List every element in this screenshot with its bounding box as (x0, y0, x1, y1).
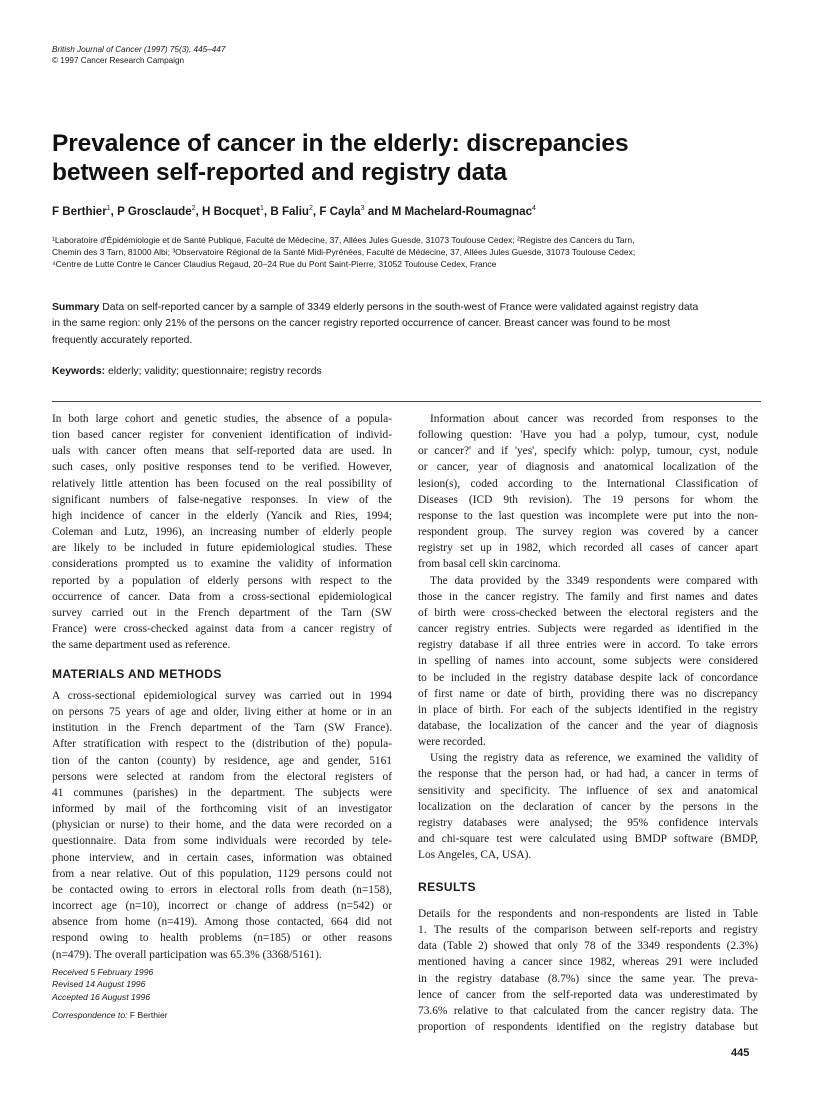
affiliation-line: Chemin des 3 Tarn, 81000 Albi; ³Observatoire Régional de la Santé Midi-Pyrénées, Faculté de Médecine, 37, Allées Jules Guesde, 31073 Toulouse Cedex; (52, 247, 636, 257)
section-heading-results: RESULTS (418, 880, 476, 894)
text-line: mentioned having a cancer since 1982, whereas 291 were included (418, 956, 758, 969)
text-line: France) were cross-checked against data from a cancer registry of (52, 623, 392, 636)
section-heading-materials-methods: MATERIALS AND METHODS (52, 667, 222, 681)
text-line: incorrect age (n=10), incorrect or change of address (n=542) or (52, 900, 392, 913)
text-line: registry databases were analysed; the 95% confidence intervals (418, 816, 758, 829)
text-line: (n=479). The overall participation was 65.3% (3368/5161). (52, 948, 322, 961)
text-line: are likely to be included in future epidemiological studies. These (52, 542, 392, 555)
text-line: such cases, only positive responses tend to be verified. However, (52, 461, 392, 474)
text-line: institution in the French department of the Tarn (SW France). (52, 722, 392, 735)
correspondence-label: Correspondence to: (52, 1010, 128, 1020)
methods-paragraph (52, 688, 392, 963)
methods-paragraph-questionnaire (418, 411, 758, 863)
text-line: (physician or nurse) to their home, and the data were recorded on a (52, 819, 392, 832)
text-line: occurrence of cancer. Data from a cross-sectional epidemiological (52, 590, 392, 603)
text-line: in spelling of names into account, some subjects were considered (418, 655, 758, 668)
text-line: reported by a population of elderly persons with respect to the (52, 574, 392, 587)
text-line: Los Angeles, CA, USA). (418, 849, 532, 862)
text-line: data (Table 2) showed that only 78 of the 3349 respondents (2.3%) (418, 940, 758, 953)
results-paragraph (418, 906, 758, 1035)
author-name: B Faliu (270, 205, 310, 218)
text-line: A cross-sectional epidemiological survey was carried out in 1994 (52, 690, 392, 702)
author-name: H Bocquet (202, 205, 260, 218)
text-line: respondent group. The survey region was covered by a cancer (418, 526, 758, 539)
summary-label: Summary (52, 302, 100, 313)
text-line: of first name or date of birth, providing there was no discrepancy (418, 687, 758, 700)
text-line: registry database if all three entries were in accord. To take errors (418, 639, 758, 652)
keywords (52, 366, 322, 377)
submission-dates (52, 966, 153, 1003)
text-line: the same department used as reference. (52, 639, 231, 652)
author-separator: and (364, 205, 392, 218)
keywords-label: Keywords: (52, 366, 106, 377)
text-line: registry set up in 1982, which recorded all cases of cancer apart (418, 542, 758, 555)
text-line: those in the cancer registry. The family and first names and dates (418, 590, 758, 603)
journal-line: British Journal of Cancer (1997) 75(3), 445–447 (52, 45, 226, 54)
text-line: Details for the respondents and non-respondents are listed in Table (418, 908, 758, 920)
text-line: relatively little attention has been focused on the real possibility of (52, 477, 392, 490)
intro-paragraph (52, 411, 392, 653)
text-line: lence of cancer from the self-reported data was underestimated by (418, 988, 758, 1001)
text-line: Coleman and Lutz, 1996), an increasing number of elderly people (52, 526, 392, 539)
correspondence (52, 1010, 168, 1020)
affiliation-line: ⁴Centre de Lutte Contre le Cancer Claudius Regaud, 20–24 Rue du Pont Saint-Pierre, 31052 Toulouse Cedex, France (52, 259, 497, 269)
summary-text: frequently accurately reported. (52, 334, 193, 346)
author-separator: , (263, 205, 271, 218)
text-line: 1. The results of the comparison between self-reports and registry (418, 924, 758, 937)
text-line: persons were selected at random from the electoral registers of (52, 770, 392, 783)
text-line: be contacted owing to errors in electoral rolls from death (n=158), (52, 883, 392, 896)
text-line: in the registry database (8.7%) since the same year. The preva- (418, 972, 758, 985)
text-line: the response that the person had, or had had, a cancer in terms of (418, 768, 758, 781)
text-line: or cancer?' and if 'yes', specify which: polyp, tumour, cyst, nodule (418, 445, 758, 458)
title-line: Prevalence of cancer in the elderly: discrepancies (52, 130, 629, 157)
text-line: The data provided by the 3349 respondents were compared with (430, 574, 758, 587)
journal-citation (52, 44, 225, 66)
text-line: survey carried out in the French department of the Tarn (SW (52, 606, 392, 619)
text-line: to be included in the registry database despite lack of concordance (418, 671, 758, 684)
author-name: M Machelard-Roumagnac (391, 205, 533, 218)
author-affiliation-mark: 3 (360, 205, 365, 212)
text-line: of birth were cross-checked between the electoral registers and the (418, 606, 758, 619)
affiliation-line: ¹Laboratoire d'Épidémiologie et de Santé Publique, Faculté de Médecine, 37, Allées Jules Guesde, 31073 Toulouse Cedex; ²Registre des Cancers du Tarn, (52, 235, 635, 245)
text-line: on persons 75 years of age and older, living either at home or in an (52, 706, 392, 719)
text-line: 73.6% relative to that calculated from the cancer registry data. The (418, 1004, 758, 1017)
copyright-line: © 1997 Cancer Research Campaign (52, 56, 185, 65)
author-name: P Grosclaude (117, 205, 192, 218)
text-line: respond owing to health problems (n=185) or other reasons (52, 932, 392, 945)
text-line: 41 communes (parishes) in the department. The subjects were (52, 786, 392, 799)
text-line: uals with cancer often means that self-reported data are used. In (52, 445, 392, 458)
revised-date: Revised 14 August 1996 (52, 979, 146, 990)
author-affiliation-mark: 2 (309, 205, 313, 212)
received-date: Received 5 February 1996 (52, 967, 154, 977)
text-line: proportion of respondents identified on the registry database but (418, 1021, 758, 1034)
keywords-text: elderly; validity; questionnaire; registry records (105, 366, 322, 377)
author-separator: , (312, 205, 320, 218)
text-line: or cancer, year of diagnosis and anatomical localization of the (418, 461, 758, 474)
author-name: F Cayla (319, 205, 361, 218)
text-line: localization on the declaration of cancer by the persons in the (418, 800, 758, 813)
summary-text: Data on self-reported cancer by a sample of 3349 elderly persons in the south-west of France were validated against registry data (99, 302, 699, 313)
text-line: from basal cell skin carcinoma. (418, 558, 561, 571)
author-affiliation-mark: 4 (532, 205, 536, 212)
text-line: and chi-square test were calculated using BMDP software (BMDP, (418, 833, 758, 846)
text-line: tion based cancer register for convenient identification of individ- (52, 429, 392, 442)
text-line: phone interview, and in certain cases, information was obtained (52, 851, 392, 864)
affiliations (52, 234, 772, 270)
text-line: lesion(s), coded according to the International Classification of (418, 477, 758, 490)
author-separator: , (110, 205, 118, 218)
text-line: informed by mail of the forthcoming visit of an investigator (52, 803, 392, 816)
text-line: tion of the canton (county) by residence, age and gender, 5161 (52, 754, 392, 767)
author-separator: , (195, 205, 203, 218)
text-line: following question: 'Have you had a polyp, tumour, cyst, nodule (418, 429, 758, 442)
title-line: between self-reported and registry data (52, 159, 507, 186)
text-line: database, the localization of the cancer and the year of diagnosis (418, 719, 758, 732)
text-line: After stratification with respect to the (distribution of the) popula- (52, 738, 392, 751)
accepted-date: Accepted 16 August 1996 (52, 991, 151, 1002)
author-affiliation-mark: 1 (106, 205, 111, 212)
author-name: F Berthier (52, 205, 107, 218)
text-line: high incidence of cancer in the elderly (Yancik and Ries, 1994; (52, 509, 392, 522)
article-title (52, 129, 772, 187)
section-divider (52, 401, 761, 402)
text-line: Diseases (ICD 9th revision). The 19 persons for whom the (418, 493, 758, 506)
text-line: were recorded. (418, 736, 486, 749)
text-line: in place of birth. For each of the subjects identified in the registry (418, 703, 758, 716)
author-affiliation-mark: 2 (191, 205, 196, 212)
page-number: 445 (731, 1047, 750, 1059)
text-line: Using the registry data as reference, we examined the validity of (430, 752, 758, 765)
author-affiliation-mark: 1 (260, 205, 264, 212)
text-line: significant numbers of false-negative responses. In view of the (52, 493, 392, 506)
text-line: Information about cancer was recorded from responses to the (430, 413, 758, 425)
text-line: cancer registry entries. Subjects were regarded as identified in the (418, 623, 758, 636)
text-line: from a near relative. Out of this population, 1129 persons could not (52, 867, 392, 880)
summary-text: in the same region: only 21% of the persons on the cancer registry reported occurrence of cancer. Breast cancer was found to be most (52, 318, 670, 330)
correspondence-name: F Berthier (127, 1010, 168, 1020)
text-line: In both large cohort and genetic studies, the absence of a popula- (52, 413, 392, 425)
text-line: questionnaire. Data from some individuals were recorded by tele- (52, 835, 392, 848)
text-line: sensitivity and specificity. The influence of sex and anatomical (418, 784, 758, 797)
text-line: response to the last question was incomplete were put into the non- (418, 509, 758, 522)
author-list (52, 205, 536, 218)
text-line: absence from home (n=419). Among those contacted, 664 did not (52, 916, 392, 929)
text-line: considerations prompted us to examine the validity of information (52, 558, 392, 571)
summary-abstract (52, 300, 752, 349)
